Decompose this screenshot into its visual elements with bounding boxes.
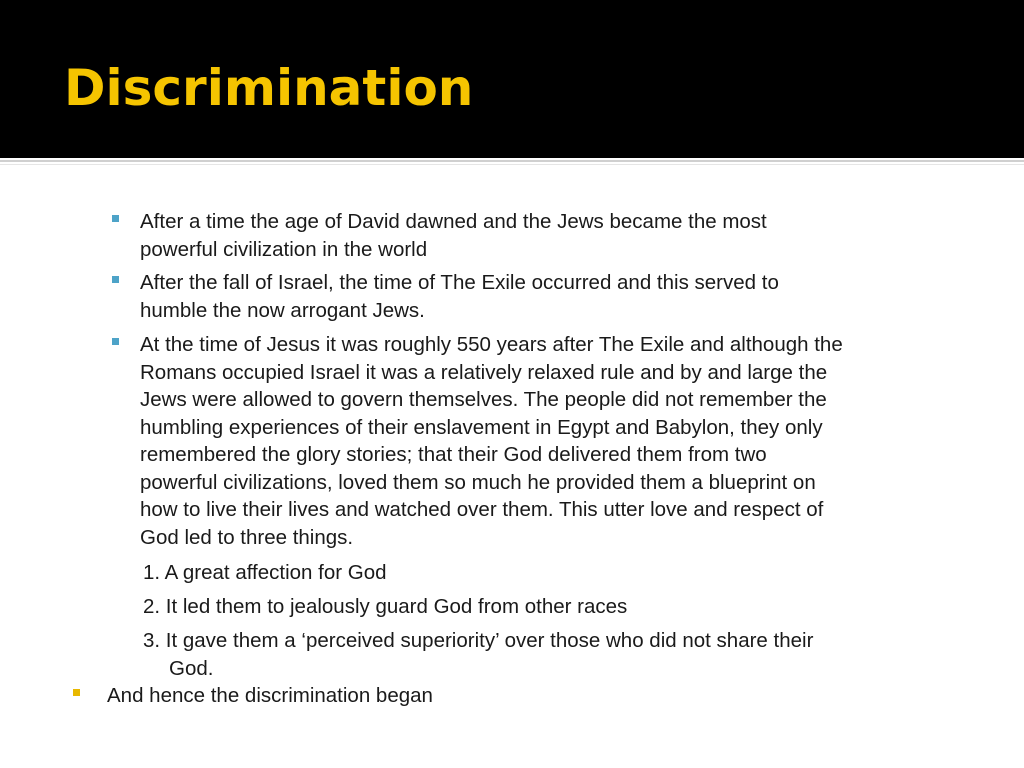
numbered-item-3-line-2: God. — [169, 656, 214, 680]
square-bullet-icon — [112, 276, 119, 283]
main-bullet-text: And hence the discrimination began — [107, 684, 433, 707]
sub-bullet-3-line-8: God led to three things. — [140, 525, 354, 549]
numbered-item-2-text: 2. It led them to jealously guard God from other races — [143, 595, 628, 618]
sub-bullet-3-line-7: how to live their lives and watched over them. This utter love and respect of — [140, 498, 824, 521]
sub-bullet-3-line-3: Jews were allowed to govern themselves. The people did not remember the — [140, 388, 827, 411]
sub-bullet-1-line-2: powerful civilization in the world — [140, 237, 428, 261]
numbered-item-3 — [143, 627, 963, 682]
sub-bullet-3-line-1: At the time of Jesus it was roughly 550 years after The Exile and although the — [140, 333, 843, 356]
sub-bullet-3-line-6: powerful civilizations, loved them so much he provided them a blueprint on — [140, 470, 816, 494]
numbered-item-3-line-1: 3. It gave them a ‘perceived superiority’ over those who did not share their — [143, 629, 814, 652]
numbered-item-1 — [143, 559, 963, 587]
sub-bullet-3 — [140, 331, 960, 551]
slide-title: Discrimination — [64, 59, 474, 117]
sub-bullet-2-line-2: humble the now arrogant Jews. — [140, 298, 425, 322]
title-bar — [0, 0, 1024, 158]
square-bullet-icon — [112, 338, 119, 345]
numbered-item-1-text: 1. A great affection for God — [143, 561, 387, 584]
square-bullet-icon — [112, 215, 119, 222]
sub-bullet-2 — [140, 269, 960, 324]
title-divider-thin — [0, 164, 1024, 165]
square-bullet-icon — [73, 689, 80, 696]
sub-bullet-3-line-4: humbling experiences of their enslavement in Egypt and Babylon, they only — [140, 415, 823, 439]
sub-bullet-1-line-1: After a time the age of David dawned and the Jews became the most — [140, 210, 767, 233]
numbered-item-2 — [143, 593, 963, 621]
sub-bullet-3-line-5: remembered the glory stories; that their God delivered them from two — [140, 443, 767, 466]
title-divider — [0, 160, 1024, 162]
sub-bullet-1 — [140, 208, 960, 263]
sub-bullet-3-line-2: Romans occupied Israel it was a relatively relaxed rule and by and large the — [140, 360, 828, 384]
sub-bullet-2-line-1: After the fall of Israel, the time of The Exile occurred and this served to — [140, 271, 779, 294]
main-bullet — [107, 682, 967, 710]
